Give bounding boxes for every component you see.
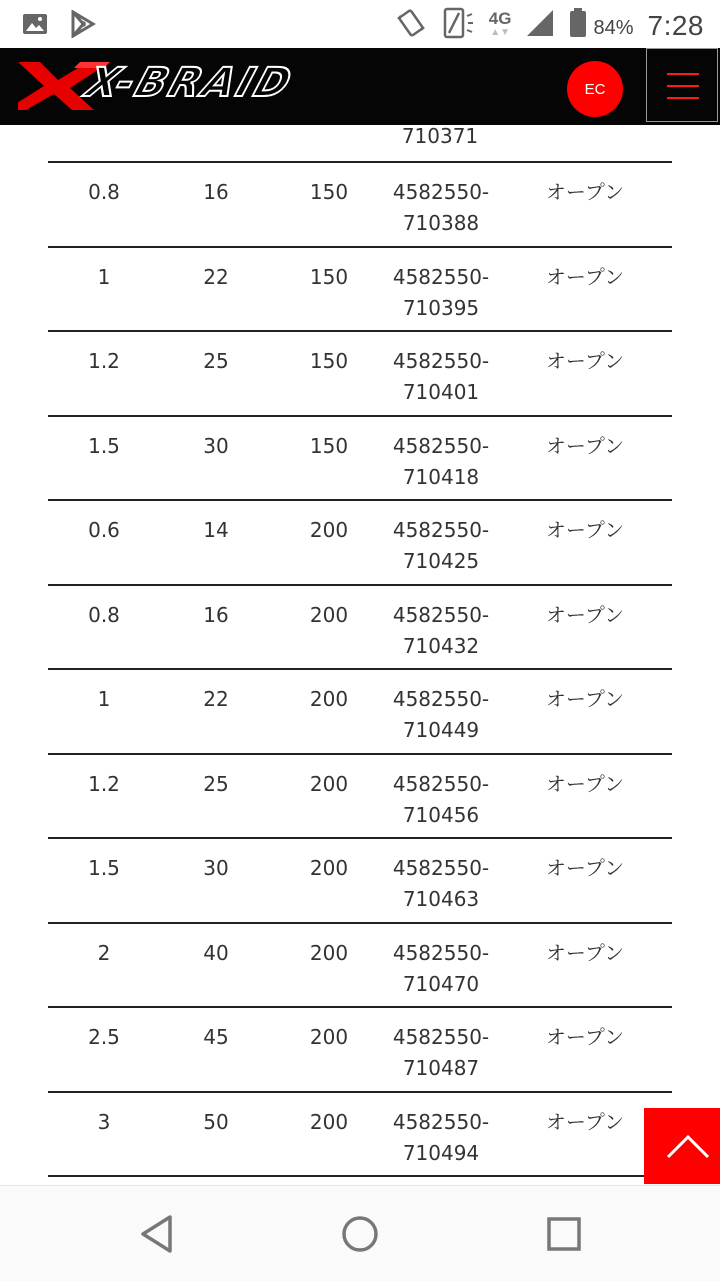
jan-code-suffix: 710388 (402, 211, 480, 235)
line-size: 0.8 (88, 602, 120, 627)
line-strength: 40 (203, 940, 229, 965)
table-body (48, 163, 672, 1177)
price: オープン (545, 1109, 625, 1134)
line-size: 1 (97, 264, 111, 289)
table-row (48, 501, 672, 586)
battery-icon (569, 8, 587, 43)
network-label: 4G (488, 8, 512, 28)
jan-code-prefix: 4582550- (392, 1109, 490, 1134)
xbraid-logo[interactable] (18, 60, 318, 116)
price: オープン (545, 180, 625, 204)
line-size: 1.5 (88, 433, 120, 458)
price: オープン (545, 940, 625, 965)
nfc-icon (441, 6, 475, 45)
table-row (48, 839, 672, 924)
line-size: 1 (97, 687, 111, 711)
line-strength: 30 (203, 433, 229, 458)
jan-code-prefix: 4582550- (392, 687, 490, 711)
jan-code (371, 346, 511, 408)
line-size: 1.5 (88, 856, 120, 880)
clock: 7:28 (647, 9, 704, 41)
line-size: 0.8 (88, 180, 120, 204)
jan-code (371, 769, 511, 831)
jan-code (371, 1022, 511, 1084)
scroll-to-top-button[interactable] (644, 1108, 720, 1184)
line-strength: 16 (203, 602, 229, 627)
jan-code-prefix: 4582550- (392, 518, 490, 542)
table-row (48, 1093, 672, 1178)
jan-code-prefix: 4582550- (392, 264, 490, 289)
jan-code-prefix: 4582550- (392, 602, 490, 627)
status-bar (0, 0, 720, 48)
price: オープン (545, 687, 625, 711)
jan-code-suffix: 710463 (402, 887, 480, 911)
price: オープン (545, 771, 625, 796)
jan-code-prefix: 4582550- (392, 856, 490, 880)
line-strength: 14 (203, 518, 229, 542)
price: オープン (545, 518, 625, 542)
line-length: 150 (309, 180, 349, 204)
line-strength: 25 (203, 349, 229, 373)
line-size: 3 (97, 1109, 111, 1134)
jan-code (371, 515, 511, 577)
line-strength: 22 (203, 687, 229, 711)
jan-code-suffix: 710456 (402, 802, 480, 827)
line-strength: 30 (203, 856, 229, 880)
home-icon[interactable] (340, 1214, 380, 1258)
hamburger-menu-button[interactable] (646, 48, 718, 122)
line-strength: 45 (203, 1025, 229, 1049)
line-length: 150 (309, 349, 349, 373)
vibrate-icon (395, 7, 427, 44)
jan-code-suffix: 710401 (402, 380, 480, 404)
line-length: 200 (309, 1109, 349, 1134)
table-row (48, 332, 672, 417)
battery-percentage: 84% (593, 17, 634, 39)
line-length: 200 (309, 602, 349, 627)
jan-code (371, 684, 511, 746)
line-length: 200 (309, 856, 349, 880)
hamburger-icon-line (667, 85, 699, 87)
table-row (48, 417, 672, 502)
table-row (48, 1008, 672, 1093)
price: オープン (545, 856, 625, 880)
jan-code (371, 262, 511, 324)
jan-code-prefix: 4582550- (392, 940, 490, 965)
line-length: 150 (309, 433, 349, 458)
network-type: 4G ▲▼ (488, 8, 512, 38)
line-length: 200 (309, 687, 349, 711)
jan-code-suffix: 710449 (402, 718, 480, 742)
table-row (48, 248, 672, 333)
jan-code-suffix: 710418 (402, 464, 480, 489)
jan-code (371, 1107, 511, 1169)
price: オープン (545, 349, 625, 373)
line-size: 2.5 (88, 1025, 120, 1049)
table-row-partial (48, 125, 672, 163)
line-size: 1.2 (88, 771, 120, 796)
table-row (48, 924, 672, 1009)
jan-code-prefix: 4582550- (392, 771, 490, 796)
recents-icon[interactable] (546, 1216, 582, 1256)
line-strength: 25 (203, 771, 229, 796)
line-size: 0.6 (88, 518, 120, 542)
ec-button[interactable]: EC (567, 61, 623, 117)
line-length: 200 (309, 940, 349, 965)
back-icon[interactable] (138, 1214, 176, 1258)
hamburger-icon (667, 73, 699, 75)
jan-code-suffix: 710487 (402, 1056, 480, 1080)
price: オープン (545, 264, 625, 289)
jan-code-prefix: 4582550- (392, 349, 490, 373)
jan-code-suffix: 710470 (402, 971, 480, 996)
jan-code (371, 431, 511, 493)
chevron-up-icon (650, 1109, 720, 1185)
image-icon (22, 12, 48, 41)
line-length: 200 (309, 771, 349, 796)
hamburger-icon-line (667, 97, 699, 99)
jan-code (371, 853, 511, 915)
jan-code-suffix: 710494 (402, 1140, 480, 1165)
table-row (48, 586, 672, 671)
line-strength: 50 (203, 1109, 229, 1134)
navigation-bar (0, 1185, 720, 1281)
jan-code-prefix: 4582550- (392, 433, 490, 458)
site-header (0, 48, 720, 125)
jan-code-prefix: 4582550- (392, 180, 490, 204)
table-row (48, 163, 672, 248)
price: オープン (545, 602, 625, 627)
jan-code-suffix: 710432 (402, 633, 480, 658)
jan-code: 710371 (401, 124, 479, 148)
jan-code (371, 177, 511, 239)
line-size: 2 (97, 940, 111, 965)
line-strength: 16 (203, 180, 229, 204)
line-size: 1.2 (88, 349, 120, 373)
table-row (48, 755, 672, 840)
jan-code-suffix: 710395 (402, 295, 480, 320)
line-length: 200 (309, 518, 349, 542)
jan-code (371, 938, 511, 1000)
jan-code-suffix: 710425 (402, 549, 480, 573)
line-strength: 22 (203, 264, 229, 289)
signal-icon (525, 8, 555, 43)
logo-text: X-BRAID (80, 60, 300, 106)
jan-code (371, 600, 511, 662)
price: オープン (545, 433, 625, 458)
line-length: 200 (309, 1025, 349, 1049)
line-length: 150 (309, 264, 349, 289)
play-store-icon (70, 10, 96, 43)
table-row (48, 670, 672, 755)
jan-code-prefix: 4582550- (392, 1025, 490, 1049)
price: オープン (545, 1025, 625, 1049)
